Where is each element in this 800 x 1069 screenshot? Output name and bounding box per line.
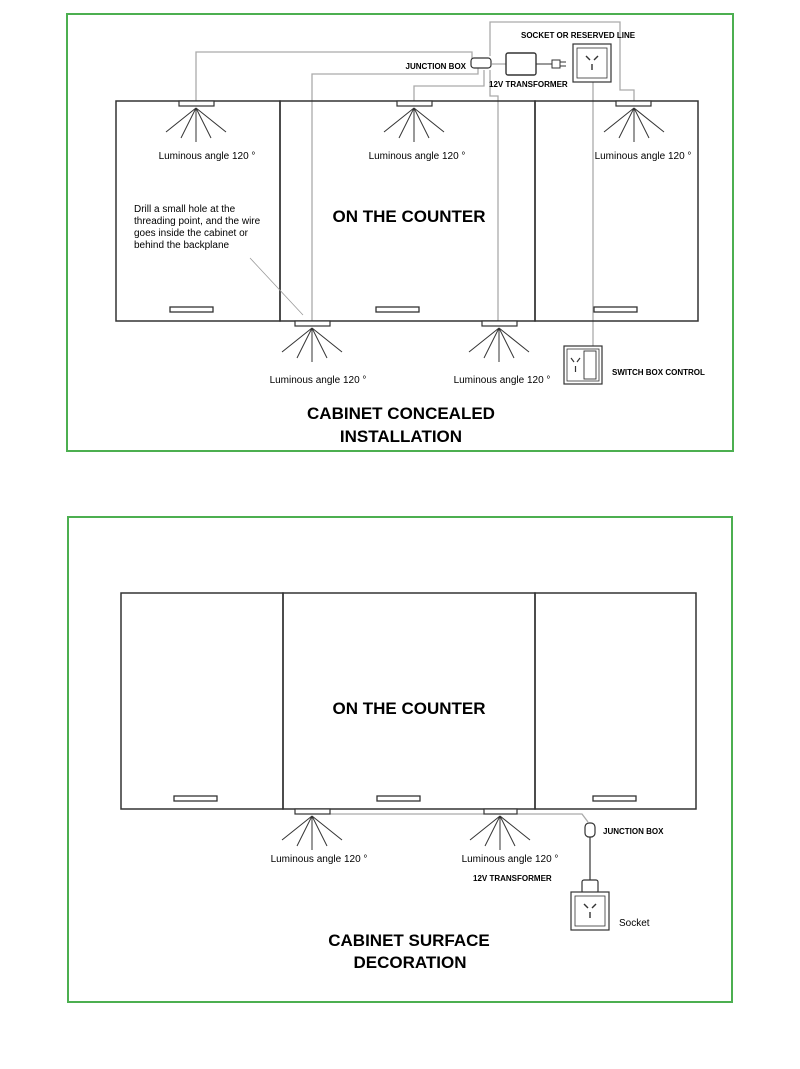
cabinet-handles	[174, 796, 636, 801]
wiring	[330, 814, 588, 822]
handle	[594, 307, 637, 312]
handle	[377, 796, 420, 801]
panel-title-line1: CABINET CONCEALED	[307, 404, 495, 423]
light-top-left	[166, 101, 226, 142]
transformer-label: 12V TRANSFORMER	[489, 80, 568, 89]
switch-label: SWITCH BOX CONTROL	[612, 368, 705, 377]
angle-label: Luminous angle 120 °	[270, 854, 368, 865]
angle-label: Luminous angle 120 °	[453, 375, 551, 386]
light-bottom-middle	[469, 321, 529, 362]
note-leader	[250, 258, 303, 315]
light-top-right	[604, 101, 664, 142]
angle-label: Luminous angle 120 °	[594, 151, 692, 162]
handle	[376, 307, 419, 312]
panel-surface-decoration	[68, 517, 732, 1002]
junction-box-icon	[471, 58, 491, 68]
socket-icon	[573, 44, 611, 82]
transformer-icon	[506, 53, 566, 75]
angle-label: Luminous angle 120 °	[269, 375, 367, 386]
panel-concealed-installation	[67, 14, 733, 451]
cabinet-right	[535, 101, 698, 321]
transformer-label: 12V TRANSFORMER	[473, 874, 552, 883]
junction-box-label: JUNCTION BOX	[603, 827, 664, 836]
panel-title-line1: CABINET SURFACE	[328, 931, 490, 950]
socket-label: Socket	[619, 918, 650, 929]
handle	[593, 796, 636, 801]
switch-box-icon	[564, 346, 602, 384]
handle	[174, 796, 217, 801]
installation-note: Drill a small hole at the threading point, and the wire goes inside the cabinet or behind the backplane	[134, 204, 261, 251]
panel-title-line2: INSTALLATION	[339, 427, 463, 446]
angle-label: Luminous angle 120 °	[158, 151, 256, 162]
junction-box-icon	[585, 823, 595, 837]
light-bottom-middle	[470, 809, 530, 850]
light-top-middle	[384, 101, 444, 142]
cabinet-right	[535, 593, 696, 809]
light-bottom-left	[282, 809, 342, 850]
panel-frame	[68, 517, 732, 1002]
cabinet-handles	[170, 307, 637, 312]
counter-label: ON THE COUNTER	[332, 207, 486, 226]
socket-label: SOCKET OR RESERVED LINE	[521, 31, 636, 40]
light-bottom-left	[282, 321, 342, 362]
socket-icon	[571, 892, 609, 930]
angle-label: Luminous angle 120 °	[461, 854, 559, 865]
panel-title-line2: DECORATION	[353, 953, 467, 972]
cabinet-left	[121, 593, 283, 809]
junction-box-label: JUNCTION BOX	[405, 62, 466, 71]
transformer-icon	[582, 880, 598, 893]
angle-label: Luminous angle 120 °	[368, 151, 466, 162]
handle	[170, 307, 213, 312]
counter-label: ON THE COUNTER	[332, 699, 486, 718]
